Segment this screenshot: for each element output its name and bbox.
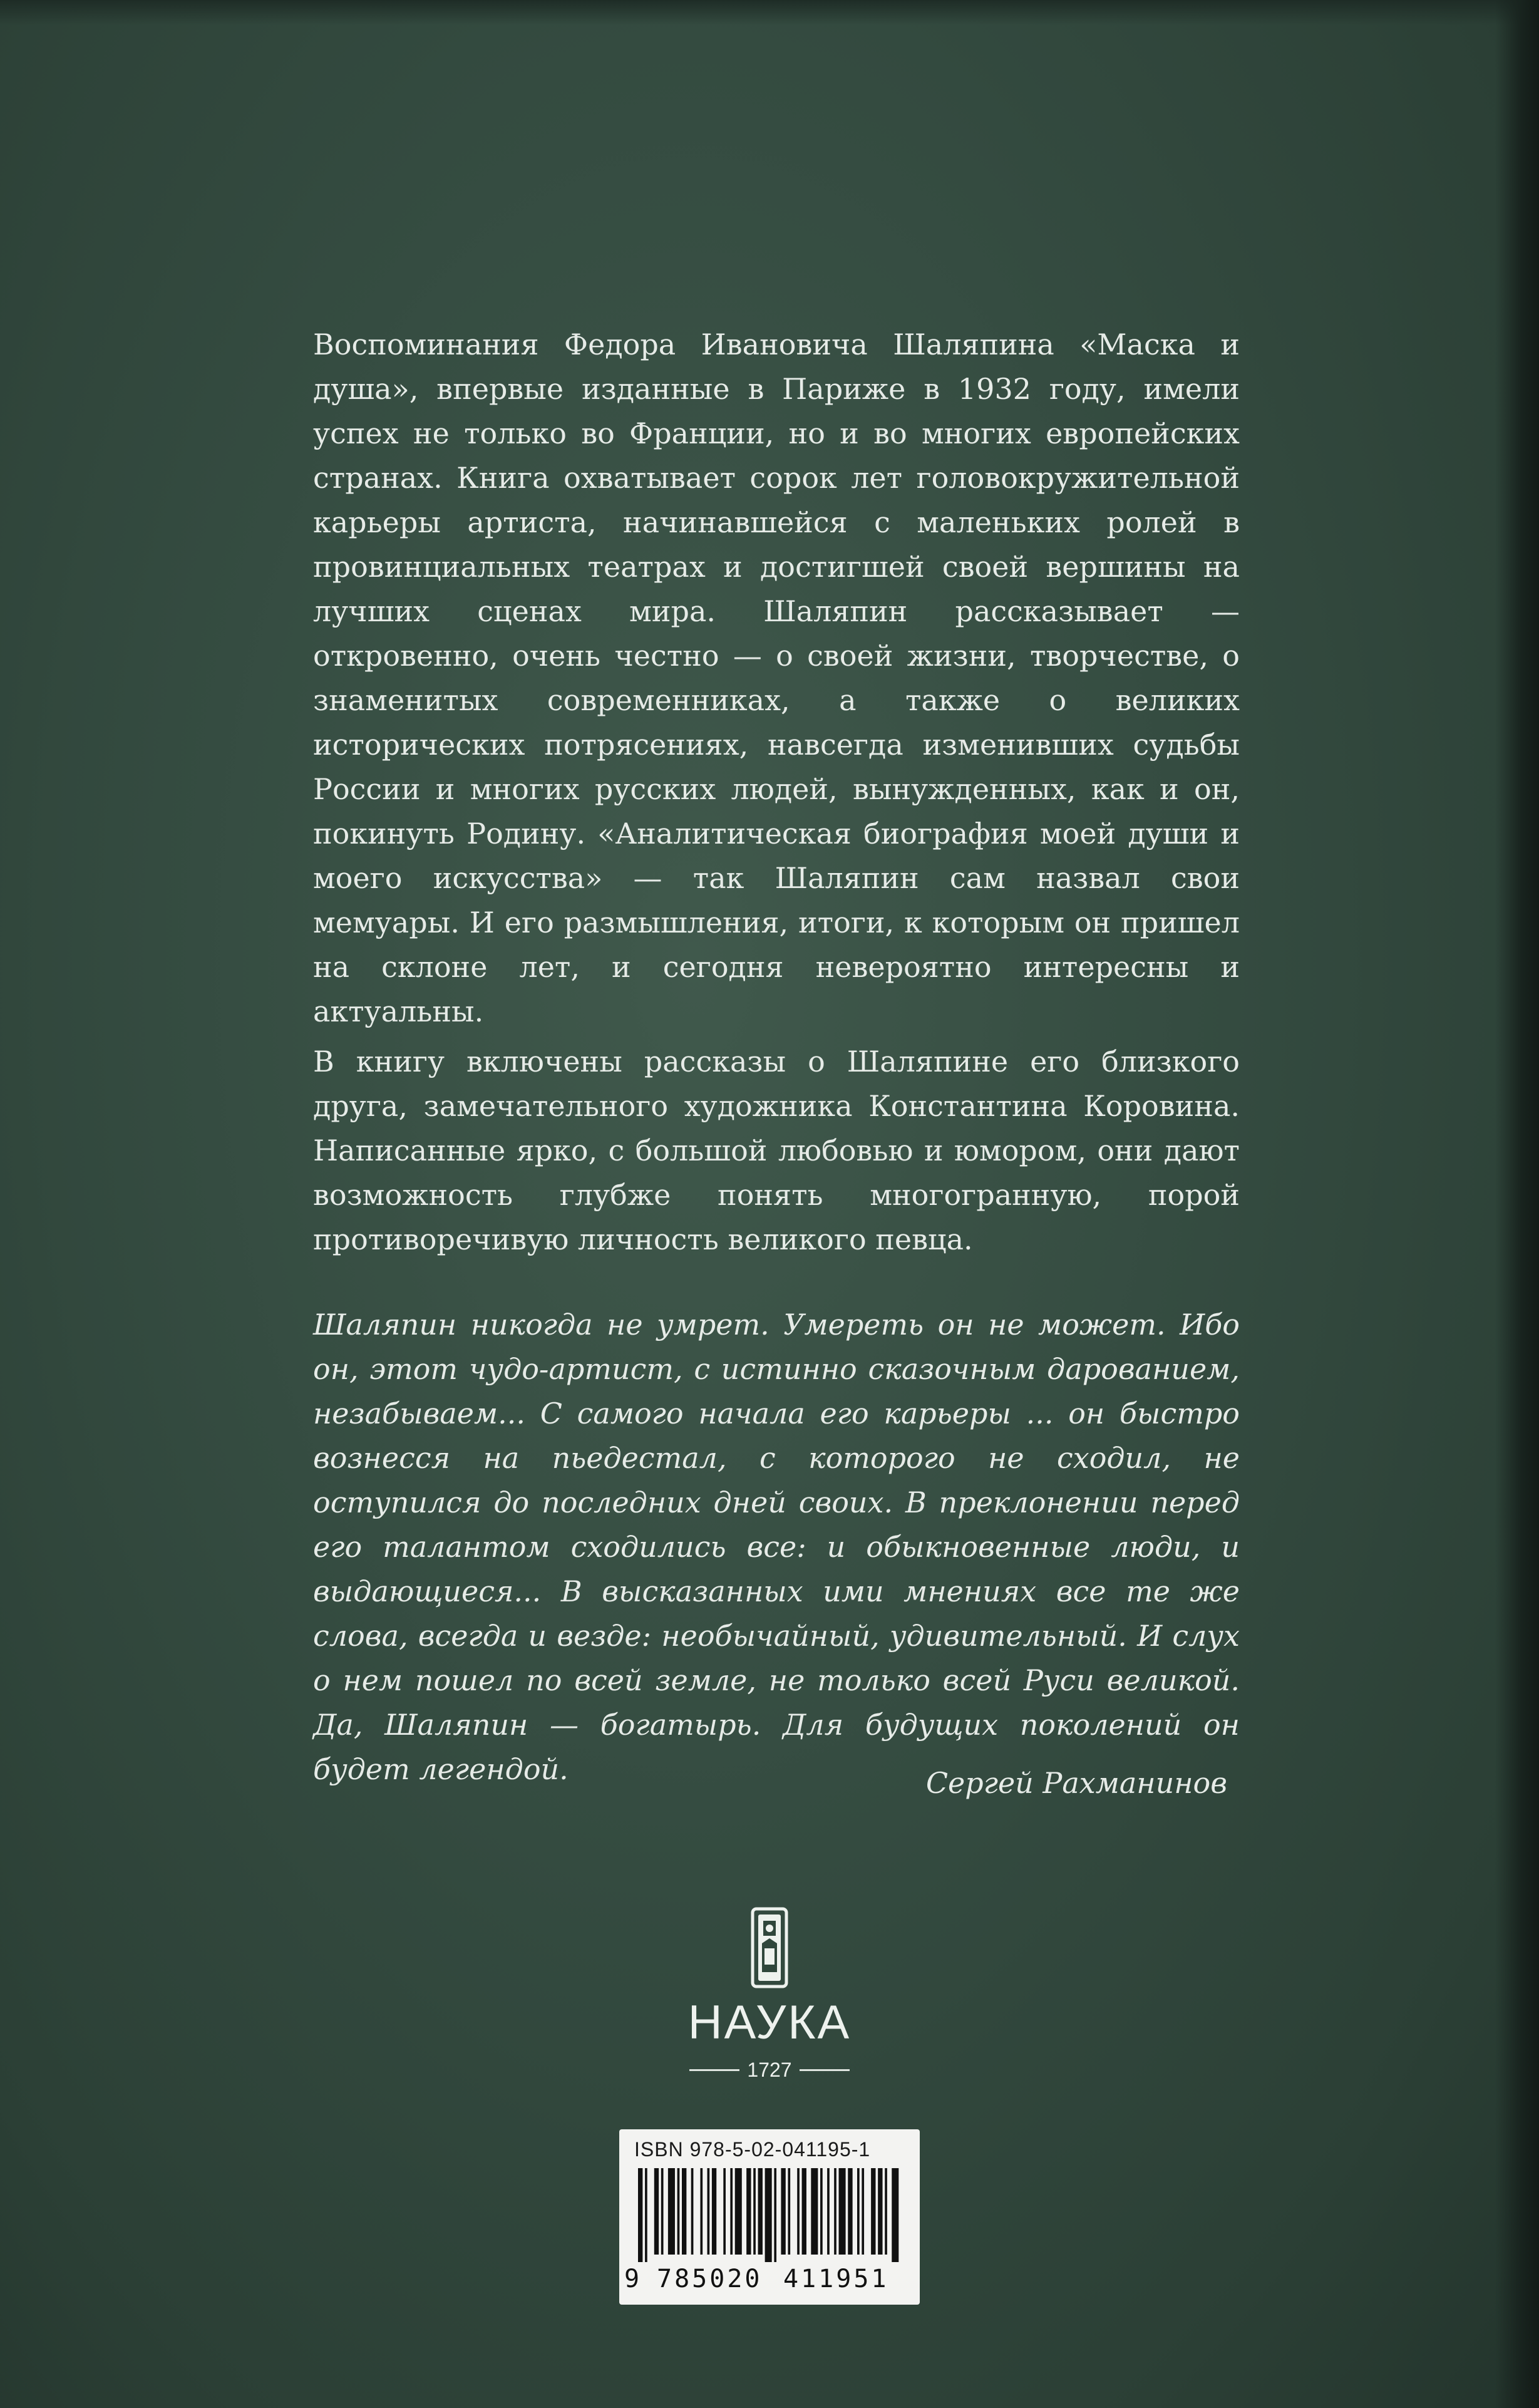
isbn-number: ISBN 978-5-02-041195-1 — [634, 2138, 871, 2161]
barcode-bar — [645, 2168, 647, 2262]
barcode-bar — [871, 2168, 875, 2255]
barcode-bar — [839, 2168, 846, 2255]
ean-digits-left: 785020 — [657, 2265, 763, 2293]
barcode-bar — [746, 2168, 751, 2255]
barcode-bar — [677, 2168, 680, 2255]
barcode-bar — [712, 2168, 716, 2255]
publisher-name: НАУКА — [687, 1996, 852, 2049]
barcode-bar — [781, 2168, 785, 2255]
ean-digits — [619, 2263, 920, 2295]
ean-digit-first: 9 — [624, 2265, 640, 2293]
barcode-bar — [723, 2168, 726, 2255]
barcode-bar — [654, 2168, 659, 2255]
publisher-emblem-icon — [751, 1907, 788, 1988]
barcode-bar — [857, 2168, 860, 2255]
quote-author: Сергей Рахманинов — [925, 1766, 1227, 1800]
isbn-barcode-label — [619, 2129, 920, 2305]
barcode-bar — [788, 2168, 790, 2255]
barcode-bar — [862, 2168, 864, 2255]
description-paragraph-2: В книгу включены рассказы о Шаляпине его близкого друга, замечательного художника Константина Коровина. Написанные ярко, с большой любовью и юмором, они дают возможность глубже понять многогранную, порой противоречивую личность великого певца. — [313, 1045, 1240, 1256]
barcode-bar — [735, 2168, 742, 2255]
barcode-bar — [758, 2168, 763, 2255]
barcode-bar — [753, 2168, 756, 2255]
barcode-bar — [878, 2168, 882, 2255]
barcode-bar — [661, 2168, 664, 2255]
ean-digits-right: 411951 — [783, 2265, 889, 2293]
barcode-bar — [848, 2168, 852, 2255]
barcode-bar — [730, 2168, 733, 2255]
barcode-bar — [638, 2168, 642, 2262]
barcode-bar — [668, 2168, 675, 2255]
barcode-bars — [638, 2168, 901, 2262]
cover-right-edge — [1495, 0, 1539, 2408]
barcode-bar — [682, 2168, 686, 2255]
barcode-bar — [892, 2168, 898, 2262]
barcode-bar — [811, 2168, 818, 2255]
barcode-bar — [885, 2168, 887, 2255]
barcode-bar — [765, 2168, 772, 2262]
cover-top-edge — [0, 0, 1539, 25]
barcode-bar — [797, 2168, 800, 2255]
barcode-bar — [691, 2168, 694, 2255]
barcode-bar — [802, 2168, 806, 2255]
description-paragraph-1: Воспоминания Федора Ивановича Шаляпина «Маска и душа», впервые изданные в Париже в 1932 году, имели успех не только во Франции, но и во многих европейских странах. Книга охватывает сорок лет головокружительной карьеры артиста, начинавшейся с маленьких ролей в провинциальных театрах и достигшей своей вершины на лучших сценах мира. Шаляпин рассказывает — откровенно, очень честно — о своей жизни, творчестве, о знаменитых современниках, а также о великих исторических потрясениях, навсегда изменивших судьбы России и многих русских людей, вынужденных, как и он, покинуть Родину. «Аналитическая биография моей души и моего искусства» — так Шаляпин сам назвал свои мемуары. И его размышления, итоги, к которым он пришел на склоне лет, и сегодня невероятно интересны и актуальны. — [313, 328, 1240, 1028]
year-rule-right — [800, 2069, 850, 2071]
quote-text: Шаляпин никогда не умрет. Умереть он не может. Ибо он, этот чудо-артист, с истинно сказочным дарованием, незабываем... С самого начала его карьеры ... он быстро вознесся на пьедестал, с которого не сходил, не оступился до последних дней своих. В преклонении перед его талантом сходились все: и обыкновенные люди, и выдающиеся... В высказанных ими мнениях все те же слова, всегда и везде: необычайный, удивительный. И слух о нем пошел по всей земле, не только всей Руси великой. Да, Шаляпин — богатырь. Для будущих поколений он будет легендой. — [313, 1308, 1240, 1786]
barcode-bar — [774, 2168, 776, 2262]
barcode-bar — [827, 2168, 830, 2255]
publisher-year-row — [676, 2057, 863, 2082]
barcode-bar — [820, 2168, 823, 2255]
publisher-year: 1727 — [747, 2059, 792, 2081]
barcode-bar — [700, 2168, 703, 2255]
barcode-bar — [834, 2168, 836, 2255]
barcode-bar — [708, 2168, 710, 2255]
publisher-logo — [676, 1907, 863, 2095]
